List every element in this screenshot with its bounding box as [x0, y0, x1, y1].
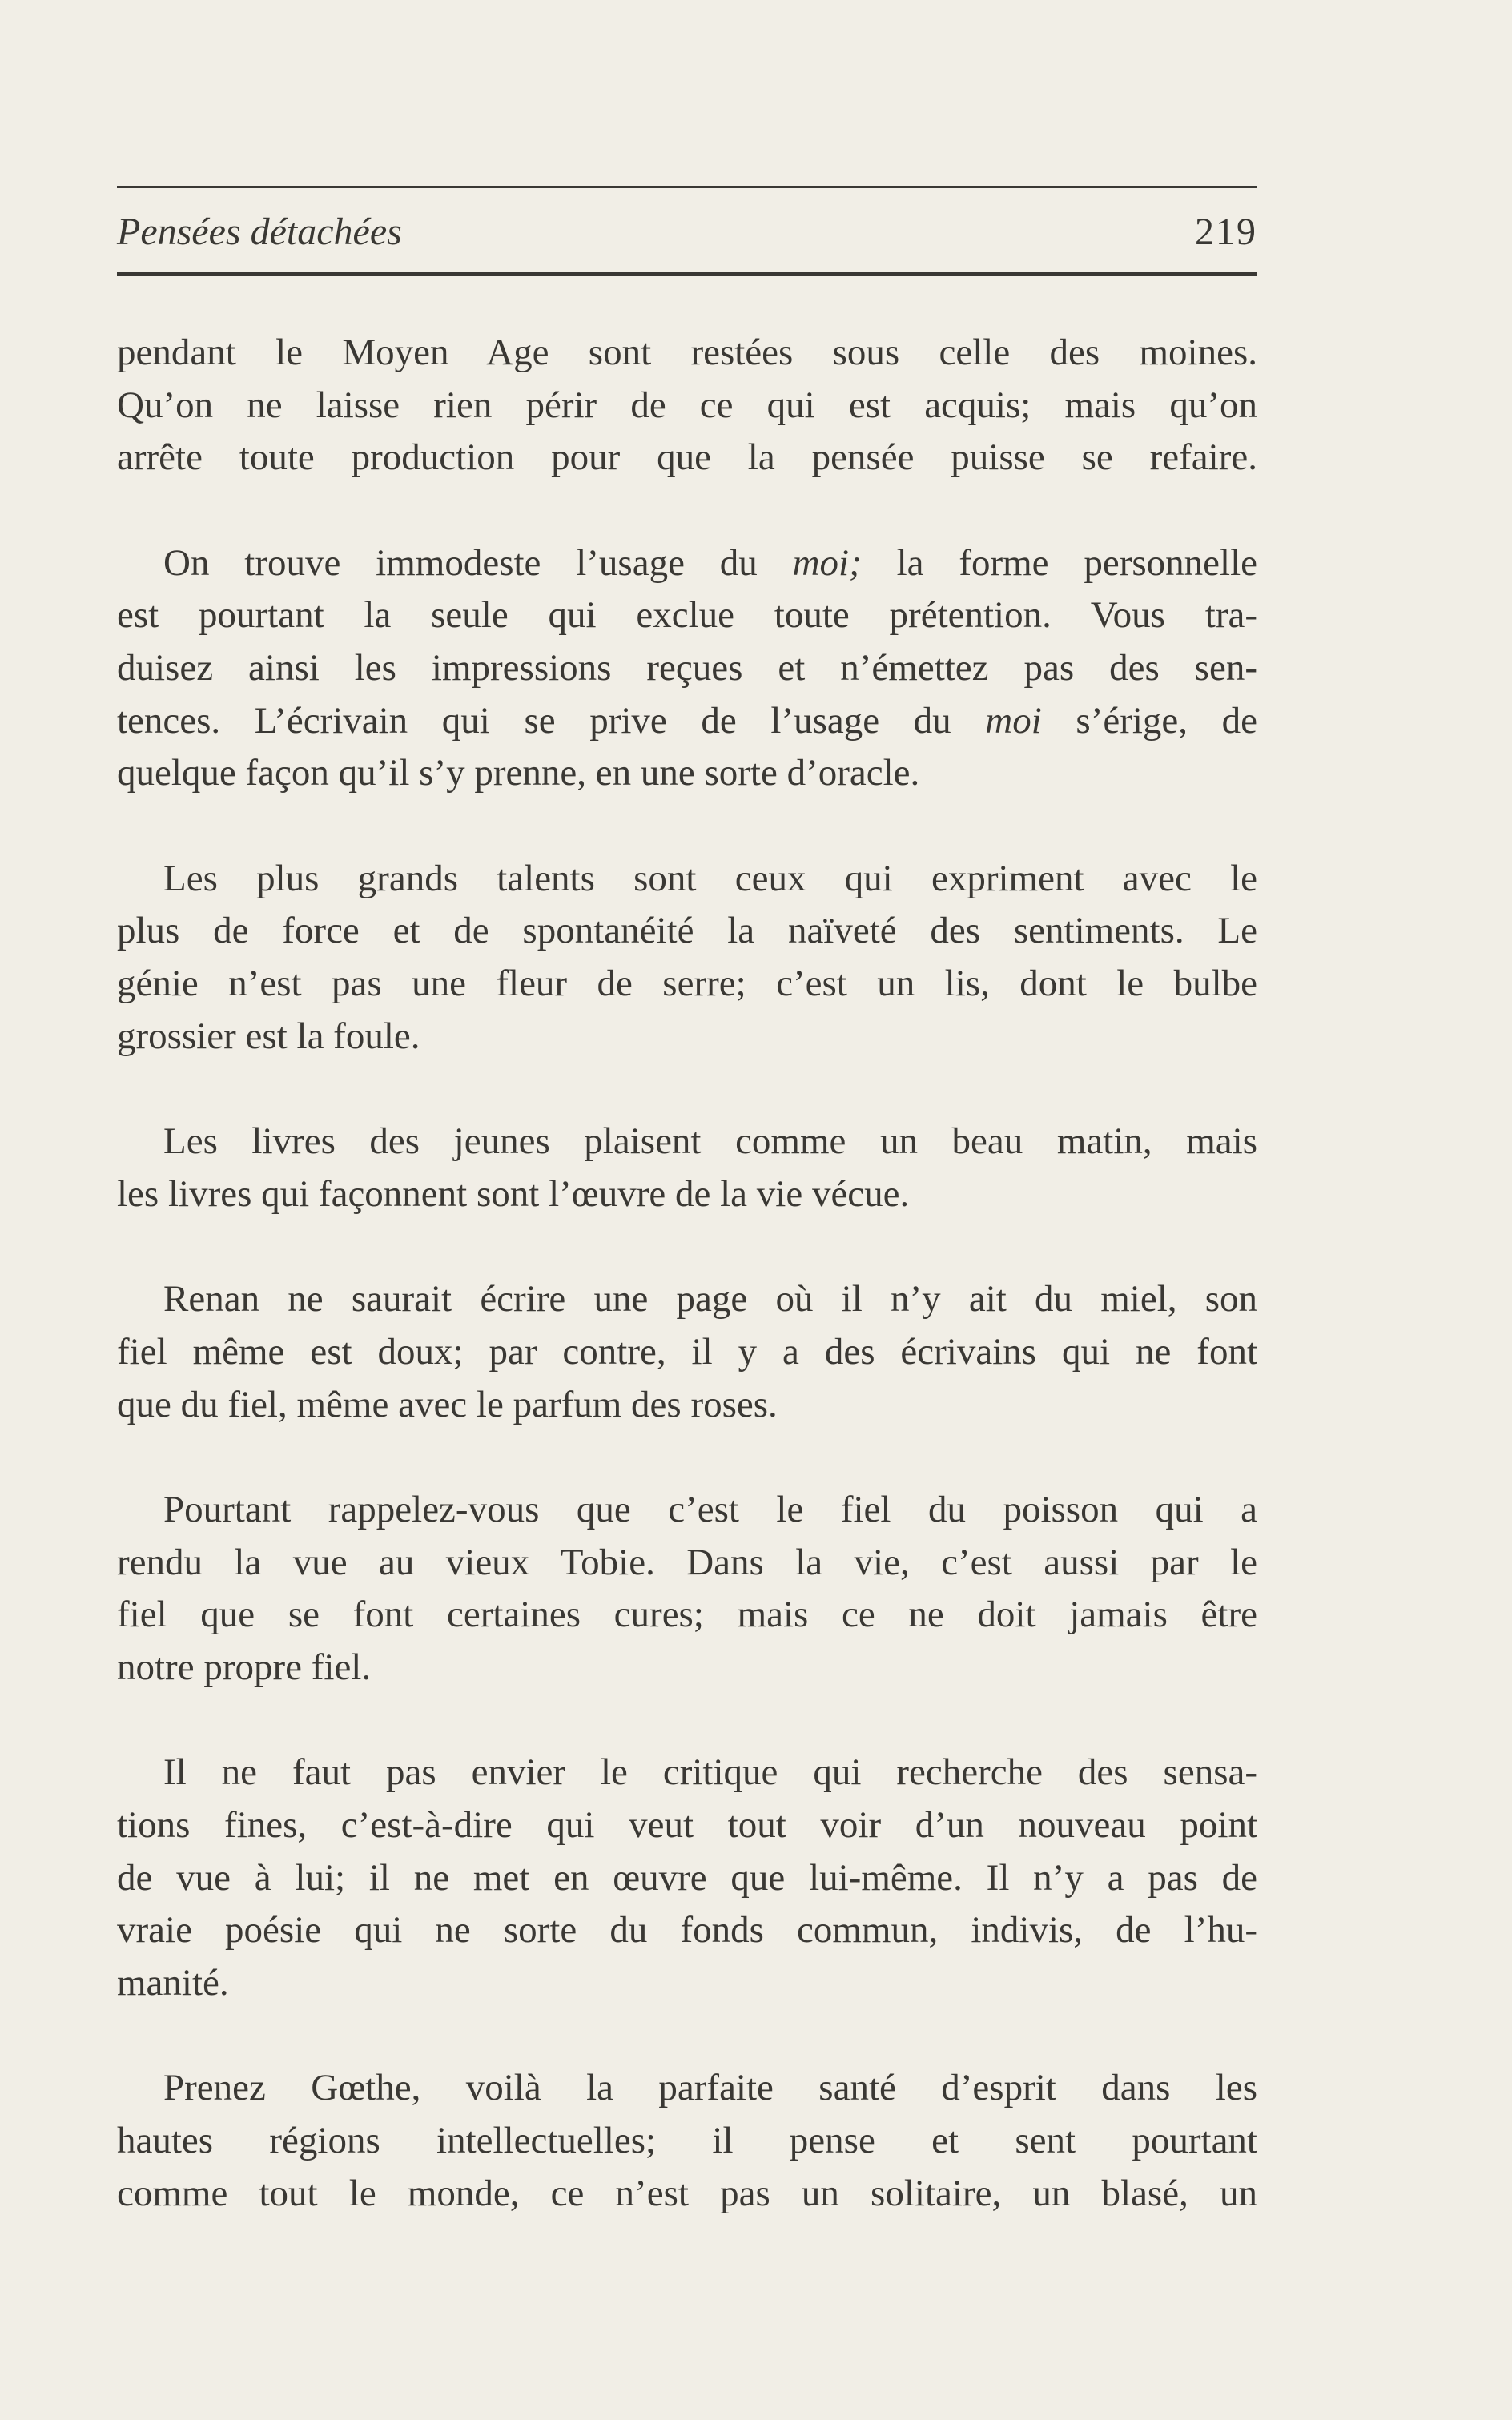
- text-line: les livres qui façonnent sont l’œuvre de la vie vécue.: [117, 1172, 910, 1215]
- paragraph-tobie: [117, 1484, 1257, 1694]
- text-line: Renan ne saurait écrire une page où il n’y ait du miel, son: [163, 1278, 1257, 1321]
- text-run: On trouve immodeste l’usage du: [163, 541, 793, 584]
- text-line: pendant le Moyen Age sont restées sous celle des moines.: [117, 332, 1257, 373]
- text-line: hautes régions intellectuelles; il pense et sent pourtant: [117, 2120, 1257, 2162]
- paragraph-renan: [117, 1273, 1257, 1431]
- text-run: tences. L’écrivain qui se prive de l’usage du: [117, 699, 986, 742]
- header-rule-top: [117, 186, 1257, 188]
- text-line: Les plus grands talents sont ceux qui expriment avec le: [163, 857, 1257, 899]
- text-line: Les livres des jeunes plaisent comme un beau matin, mais: [163, 1120, 1257, 1163]
- text-line: comme tout le monde, ce n’est pas un solitaire, un blasé, un: [117, 2172, 1257, 2214]
- paragraph-livres: [117, 1116, 1257, 1220]
- paragraph-critique: [117, 1747, 1257, 2009]
- text-line: Il ne faut pas envier le critique qui recherche des sensa-: [163, 1751, 1257, 1794]
- text-line: vraie poésie qui ne sorte du fonds commun, indivis, de l’hu-: [117, 1909, 1257, 1952]
- text-line: notre propre fiel.: [117, 1646, 372, 1688]
- text-line: fiel même est doux; par contre, il y a des écrivains qui ne font: [117, 1330, 1257, 1373]
- text-line: Prenez Gœthe, voilà la parfaite santé d’esprit dans les: [163, 2067, 1257, 2109]
- text-line: de vue à lui; il ne met en œuvre que lui-même. Il n’y a pas de: [117, 1856, 1257, 1899]
- text-line: [117, 695, 1257, 748]
- italic-word: moi;: [792, 541, 862, 584]
- paragraph-moi: [117, 537, 1257, 800]
- paragraph-continuation: [117, 327, 1257, 484]
- text-line: génie n’est pas une fleur de serre; c’est un lis, dont le bulbe: [117, 962, 1257, 1004]
- text-line: que du fiel, même avec le parfum des roses.: [117, 1383, 778, 1425]
- paragraph-goethe: [117, 2062, 1257, 2220]
- text-line: tions fines, c’est-à-dire qui veut tout voir d’un nouveau point: [117, 1804, 1257, 1847]
- text-line: est pourtant la seule qui exclue toute prétention. Vous tra-: [117, 594, 1257, 637]
- text-line: duisez ainsi les impressions reçues et n’émettez pas des sen-: [117, 646, 1257, 689]
- text-run: s’érige, de: [1041, 699, 1257, 742]
- text-line: quelque façon qu’il s’y prenne, en une sorte d’oracle.: [117, 752, 920, 794]
- text-line: fiel que se font certaines cures; mais ce ne doit jamais être: [117, 1594, 1257, 1636]
- text-block: [117, 327, 1257, 2273]
- italic-word: moi: [985, 699, 1042, 742]
- text-line: rendu la vue au vieux Tobie. Dans la vie, c’est aussi par le: [117, 1541, 1257, 1583]
- page-number: 219: [1195, 211, 1257, 253]
- text-line: Pourtant rappelez-vous que c’est le fiel du poisson qui a: [163, 1489, 1257, 1531]
- text-line: plus de force et de spontanéité la naïveté des sentiments. Le: [117, 910, 1257, 952]
- text-line: Qu’on ne laisse rien périr de ce qui est acquis; mais qu’on: [117, 384, 1257, 426]
- text-line: arrête toute production pour que la pensée puisse se refaire.: [117, 436, 1257, 479]
- paragraph-talents: [117, 853, 1257, 1063]
- header-rule-bottom: [117, 272, 1257, 276]
- text-line: grossier est la foule.: [117, 1015, 420, 1057]
- text-line: [117, 537, 1257, 590]
- running-title: Pensées détachées: [117, 211, 402, 253]
- text-run: la forme personnelle: [861, 541, 1257, 584]
- text-line: manité.: [117, 1961, 229, 2004]
- running-head: [117, 207, 1257, 258]
